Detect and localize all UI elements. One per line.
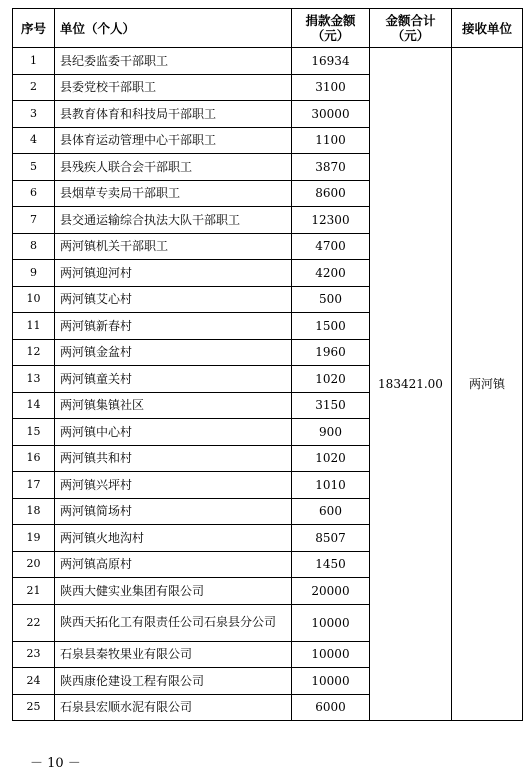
- row-seq: 21: [13, 578, 55, 605]
- row-seq: 6: [13, 180, 55, 207]
- row-seq: 2: [13, 74, 55, 101]
- row-amount: 8600: [292, 180, 370, 207]
- header-unit: 单位（个人）: [55, 9, 292, 48]
- row-amount: 12300: [292, 207, 370, 234]
- row-seq: 15: [13, 419, 55, 446]
- row-seq: 8: [13, 233, 55, 260]
- row-amount: 30000: [292, 101, 370, 128]
- row-amount: 3870: [292, 154, 370, 181]
- page-number: － 10 －: [30, 756, 81, 771]
- row-unit: 县交通运输综合执法大队干部职工: [55, 207, 292, 234]
- row-unit: 两河镇火地沟村: [55, 525, 292, 552]
- row-unit: 石泉县宏顺水泥有限公司: [55, 694, 292, 721]
- row-unit: 县纪委监委干部职工: [55, 48, 292, 75]
- donation-table: [12, 8, 523, 721]
- row-amount: 1100: [292, 127, 370, 154]
- row-amount: 10000: [292, 668, 370, 695]
- row-amount: 4700: [292, 233, 370, 260]
- row-amount: 1450: [292, 551, 370, 578]
- row-unit: 县委党校干部职工: [55, 74, 292, 101]
- row-unit: 两河镇艾心村: [55, 286, 292, 313]
- row-amount: 6000: [292, 694, 370, 721]
- row-seq: 9: [13, 260, 55, 287]
- row-amount: 1010: [292, 472, 370, 499]
- row-amount: 1960: [292, 339, 370, 366]
- row-amount: 3150: [292, 392, 370, 419]
- table-header-row: [13, 9, 523, 48]
- row-amount: 500: [292, 286, 370, 313]
- row-amount: 10000: [292, 641, 370, 668]
- row-seq: 3: [13, 101, 55, 128]
- header-seq: 序号: [13, 9, 55, 48]
- header-total: 金额合计（元）: [370, 9, 452, 48]
- row-seq: 7: [13, 207, 55, 234]
- row-seq: 18: [13, 498, 55, 525]
- row-seq: 19: [13, 525, 55, 552]
- row-seq: 14: [13, 392, 55, 419]
- row-unit: 两河镇兴坪村: [55, 472, 292, 499]
- row-seq: 4: [13, 127, 55, 154]
- row-seq: 20: [13, 551, 55, 578]
- row-unit: 两河镇共和村: [55, 445, 292, 472]
- row-unit: 石泉县秦牧果业有限公司: [55, 641, 292, 668]
- row-amount: 4200: [292, 260, 370, 287]
- row-amount: 1500: [292, 313, 370, 340]
- row-seq: 17: [13, 472, 55, 499]
- row-unit: 陕西天拓化工有限责任公司石泉县分公司: [55, 604, 292, 641]
- row-unit: 两河镇集镇社区: [55, 392, 292, 419]
- total-amount-cell: 183421.00: [370, 48, 452, 721]
- row-seq: 1: [13, 48, 55, 75]
- row-unit: 陕西大健实业集团有限公司: [55, 578, 292, 605]
- row-amount: 16934: [292, 48, 370, 75]
- row-unit: 陕西康伦建设工程有限公司: [55, 668, 292, 695]
- row-seq: 25: [13, 694, 55, 721]
- row-unit: 两河镇机关干部职工: [55, 233, 292, 260]
- row-unit: 县残疾人联合会干部职工: [55, 154, 292, 181]
- receiver-cell: 两河镇: [452, 48, 523, 721]
- table-row: [13, 48, 523, 75]
- row-amount: 20000: [292, 578, 370, 605]
- header-receiver: 接收单位: [452, 9, 523, 48]
- row-seq: 24: [13, 668, 55, 695]
- row-amount: 1020: [292, 366, 370, 393]
- row-unit: 两河镇简场村: [55, 498, 292, 525]
- row-unit: 县教育体育和科技局干部职工: [55, 101, 292, 128]
- row-seq: 5: [13, 154, 55, 181]
- row-seq: 22: [13, 604, 55, 641]
- row-amount: 3100: [292, 74, 370, 101]
- table-body: [13, 48, 523, 721]
- row-seq: 10: [13, 286, 55, 313]
- row-amount: 900: [292, 419, 370, 446]
- row-seq: 16: [13, 445, 55, 472]
- row-unit: 两河镇中心村: [55, 419, 292, 446]
- row-amount: 10000: [292, 604, 370, 641]
- row-seq: 11: [13, 313, 55, 340]
- row-unit: 两河镇金盆村: [55, 339, 292, 366]
- row-amount: 1020: [292, 445, 370, 472]
- row-seq: 12: [13, 339, 55, 366]
- row-amount: 600: [292, 498, 370, 525]
- row-unit: 县体育运动管理中心干部职工: [55, 127, 292, 154]
- row-unit: 两河镇高原村: [55, 551, 292, 578]
- row-unit: 两河镇新春村: [55, 313, 292, 340]
- row-unit: 两河镇迎河村: [55, 260, 292, 287]
- row-seq: 23: [13, 641, 55, 668]
- row-amount: 8507: [292, 525, 370, 552]
- row-unit: 两河镇童关村: [55, 366, 292, 393]
- row-seq: 13: [13, 366, 55, 393]
- row-unit: 县烟草专卖局干部职工: [55, 180, 292, 207]
- header-amount: 捐款金额（元）: [292, 9, 370, 48]
